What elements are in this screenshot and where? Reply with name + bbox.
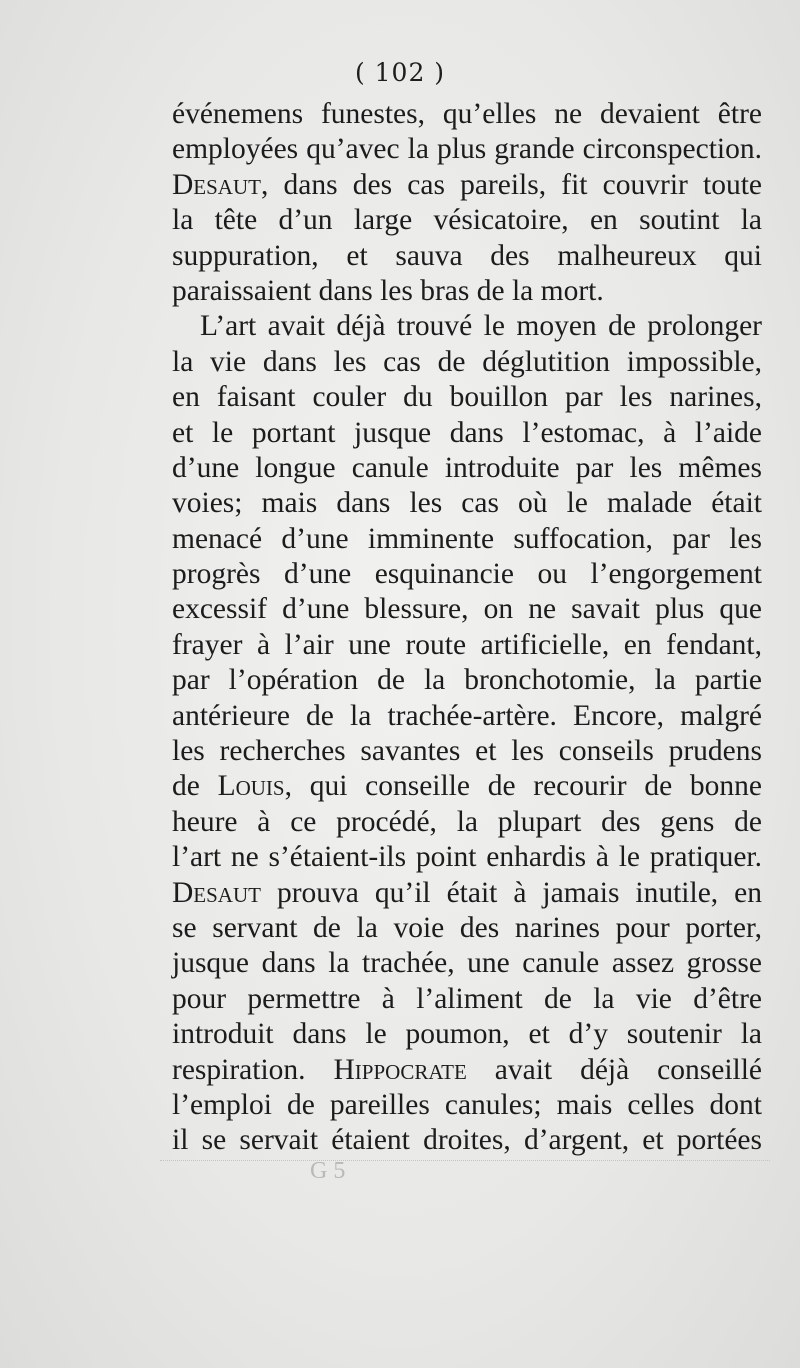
proper-name: Hippocrate — [333, 1053, 467, 1086]
text-segment: introduit dans le poumon, et d’y soutenir la — [172, 1018, 762, 1051]
text-segment: antérieure de la trachée-artère. Encore, malgré — [172, 699, 762, 732]
text-line — [172, 1053, 762, 1088]
text-segment: la tête d’un large vésicatoire, en soutint la — [172, 204, 762, 237]
text-segment: par l’opération de la bronchotomie, la partie — [172, 664, 762, 697]
text-line — [172, 203, 762, 238]
text-segment: , qui conseille de recourir de bonne — [284, 770, 763, 803]
text-line — [172, 734, 762, 769]
text-line — [172, 132, 762, 167]
text-line — [172, 309, 762, 344]
text-line — [172, 805, 762, 840]
catchword: G 5 — [310, 1158, 346, 1184]
proper-name: Louis — [217, 770, 285, 803]
text-segment: événemens funestes, qu’elles ne devaient être — [172, 98, 762, 130]
text-line — [172, 982, 762, 1017]
text-line — [172, 239, 762, 274]
text-line — [172, 911, 762, 946]
page-number: ( 102 ) — [354, 58, 446, 87]
text-line — [172, 592, 762, 627]
text-segment: , dans des cas pareils, fit couvrir toute — [260, 168, 762, 201]
body-text — [172, 97, 762, 1159]
text-segment: frayer à l’air une route artificielle, en fendant, — [172, 628, 762, 661]
bottom-rule — [160, 1160, 770, 1161]
text-line — [172, 769, 762, 804]
text-line — [172, 1088, 762, 1123]
text-segment: les recherches savantes et les conseils prudens — [172, 735, 762, 768]
text-line — [172, 97, 762, 132]
text-segment: jusque dans la trachée, une canule assez grosse — [172, 947, 762, 980]
text-segment: de — [172, 770, 218, 803]
text-line — [172, 345, 762, 380]
text-segment: d’une longue canule introduite par les mêmes — [172, 451, 762, 484]
text-segment: L’art avait déjà trouvé le moyen de prolonger — [200, 310, 762, 343]
text-segment: la vie dans les cas de déglutition impossible, — [172, 345, 762, 378]
text-segment: progrès d’une esquinancie ou l’engorgement — [172, 558, 762, 591]
text-line — [172, 1017, 762, 1052]
text-segment: l’emploi de pareilles canules; mais celles dont — [172, 1088, 762, 1121]
text-segment: paraissaient dans les bras de la mort. — [172, 274, 604, 307]
text-segment: prouva qu’il était à jamais inutile, en — [260, 876, 762, 909]
text-segment: excessif d’une blessure, on ne savait plus que — [172, 593, 762, 626]
text-segment: il se servait étaient droites, d’argent, et portées — [172, 1124, 762, 1157]
text-segment: avait déjà conseillé — [466, 1053, 763, 1086]
proper-name: Desaut — [172, 876, 261, 909]
text-segment: l’art ne s’étaient-ils point enhardis à le pratiquer. — [172, 841, 762, 874]
text-segment: voies; mais dans les cas où le malade était — [172, 487, 762, 520]
text-line — [172, 946, 762, 981]
text-segment: heure à ce procédé, la plupart des gens de — [172, 805, 762, 838]
text-line — [172, 557, 762, 592]
text-segment: en faisant couler du bouillon par les narines, — [172, 381, 762, 414]
text-line — [172, 876, 762, 911]
text-line — [172, 840, 762, 875]
text-line — [172, 380, 762, 415]
text-segment: employées qu’avec la plus grande circonspection. — [172, 133, 762, 166]
text-line — [172, 1123, 762, 1158]
text-line — [172, 416, 762, 451]
text-line — [172, 168, 762, 203]
text-segment: se servant de la voie des narines pour porter, — [172, 911, 762, 944]
text-segment: suppuration, et sauva des malheureux qui — [172, 239, 762, 272]
text-line — [172, 628, 762, 663]
text-line — [172, 486, 762, 521]
text-segment: menacé d’une imminente suffocation, par les — [172, 522, 762, 555]
text-segment: et le portant jusque dans l’estomac, à l’aide — [172, 416, 762, 449]
text-line — [172, 451, 762, 486]
text-line — [172, 522, 762, 557]
text-line — [172, 663, 762, 698]
proper-name: Desaut — [172, 168, 261, 201]
text-line — [172, 699, 762, 734]
text-segment: respiration. — [172, 1053, 334, 1086]
text-line — [172, 274, 762, 309]
text-segment: pour permettre à l’aliment de la vie d’être — [172, 982, 762, 1015]
